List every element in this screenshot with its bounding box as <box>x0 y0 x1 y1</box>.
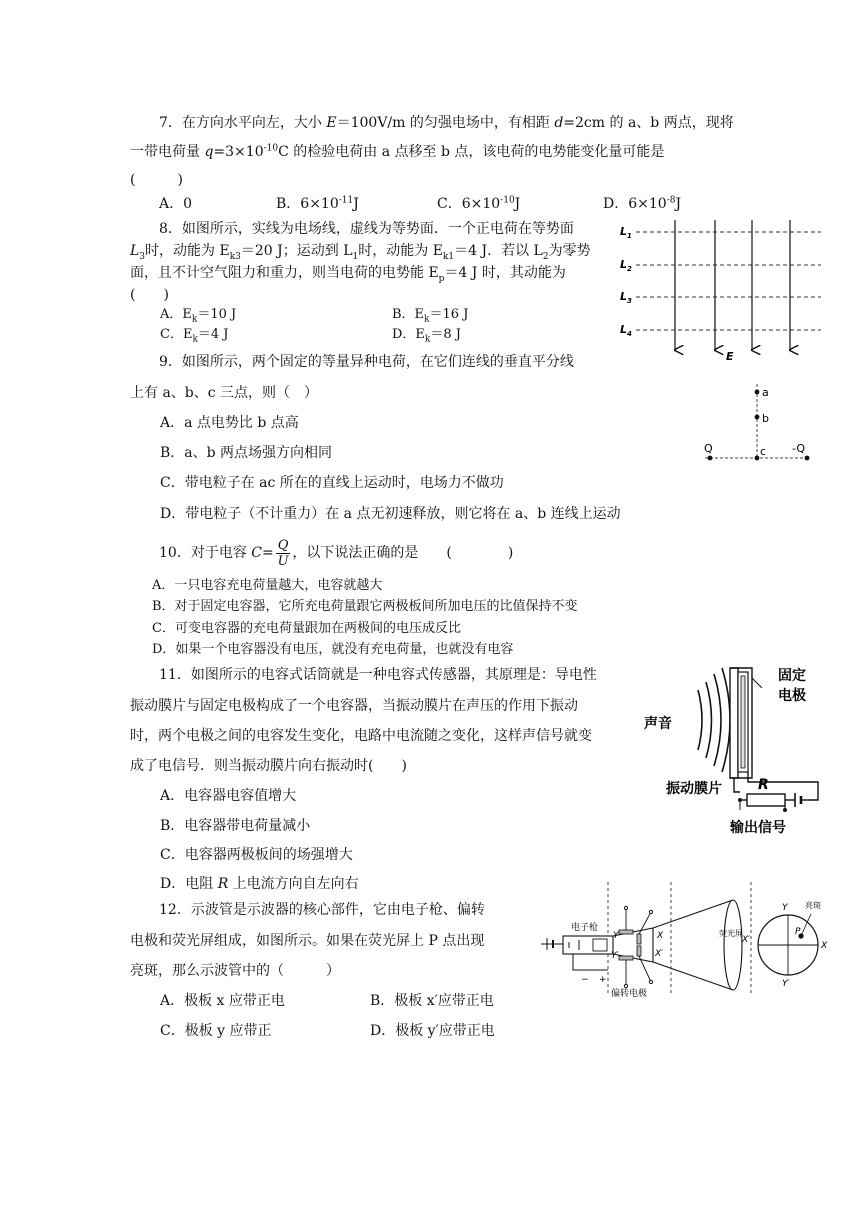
svg-text:Y′: Y′ <box>782 979 790 989</box>
q9-option-c: C．带电粒子在 ac 所在的直线上运动时，电场力不做功 <box>160 475 504 491</box>
svg-text:荧光屏: 荧光屏 <box>719 929 743 938</box>
q8-option-b: B．$E_k=16$ J <box>392 307 469 325</box>
svg-text:亮斑: 亮斑 <box>805 901 821 910</box>
q12-option-c: C．极板 y 应带正 <box>160 1023 272 1039</box>
q9-line1: 9．如图所示，两个固定的等量异种电荷，在它们连线的垂直平分线 <box>159 354 574 370</box>
svg-text:偏转电极: 偏转电极 <box>611 989 648 999</box>
q8-line1: 8．如图所示，实线为电场线，虚线为等势面．一个正电荷在等势面 <box>159 221 574 237</box>
svg-text:Y′: Y′ <box>611 951 619 961</box>
q7-option-b: B．$6\times 10^{-11}J$ <box>276 195 359 212</box>
q11-option-d: D．电阻 R 上电流方向自左向右 <box>160 876 359 892</box>
q9-option-b: B．a、b 两点场强方向相同 <box>160 445 333 461</box>
q7-option-a: A．0 <box>159 196 193 212</box>
q12-line2: 电极和荧光屏组成，如图所示。如果在荧光屏上 P 点出现 <box>130 933 485 949</box>
q11-option-c: C．电容器两极板间的场强增大 <box>160 847 353 863</box>
label-e: E <box>726 350 734 363</box>
q11-option-b: B．电容器带电荷量减小 <box>160 818 311 834</box>
label-fixed-2: 电极 <box>778 688 806 704</box>
label-fixed-1: 固定 <box>778 668 806 684</box>
label-l1: $L_1$ <box>620 225 632 240</box>
fluorescent-screen <box>724 900 742 990</box>
label-l4: $L_4$ <box>620 323 632 338</box>
label-sound: 声音 <box>644 716 672 732</box>
svg-text:X′: X′ <box>655 949 664 959</box>
q7-line1: 7．在方向水平向左，大小 E＝100V/m 的匀强电场中，有相距 d=2cm 的 a、b 两点，现将 <box>159 115 734 131</box>
svg-text:c: c <box>760 445 767 458</box>
q12-figure <box>533 878 833 1000</box>
plate-x <box>637 934 641 944</box>
q8-line3: 面，且不计空气阻力和重力，则当电荷的电势能 $E_p=4$ J 时，其动能为 <box>130 265 566 284</box>
q7-line2: 一带电荷量 $q=3\times 10^{-10}C$ 的检验电荷由 a 点移至 b 点，该电荷的电势能变化量可能是 <box>130 143 665 160</box>
q12-line1: 12．示波管是示波器的核心部件，它由电子枪、偏转 <box>159 902 485 918</box>
q11-line4: 成了电信号．则当振动膜片向右振动时( ) <box>130 758 407 774</box>
q10-option-b: B．对于固定电容器，它所充电荷量跟它两极板间所加电压的比值保持不变 <box>152 599 578 614</box>
point-c <box>755 456 760 461</box>
q12-option-d: D．极板 y′应带正电 <box>370 1023 495 1039</box>
q9-option-d: D．带电粒子（不计重力）在 a 点无初速释放，则它将在 a、b 连线上运动 <box>160 506 621 522</box>
svg-text:P: P <box>795 927 801 937</box>
label-output: 输出信号 <box>730 820 786 836</box>
plate-yprime <box>619 956 633 960</box>
q8-option-c: C．$E_k=4$ J <box>160 327 229 345</box>
q11-line1: 11．如图所示的电容式话筒就是一种电容式传感器，其原理是：导电性 <box>159 667 597 683</box>
q10-option-a: A．一只电容充电荷量越大，电容就越大 <box>152 578 383 593</box>
q9-figure <box>700 380 815 470</box>
q11-figure <box>640 660 825 840</box>
svg-text:a: a <box>762 386 769 399</box>
svg-text:电子枪: 电子枪 <box>571 923 599 933</box>
svg-text:Y: Y <box>613 931 619 941</box>
charge-negative <box>805 456 810 461</box>
q8-option-a: A．$E_k=10$ J <box>160 307 237 325</box>
svg-text:b: b <box>762 412 769 425</box>
charge-positive <box>708 456 713 461</box>
q7-option-d: D．$6\times 10^{-8}J$ <box>603 195 682 212</box>
q9-line2: 上有 a、b、c 三点，则（ ） <box>130 385 319 401</box>
svg-text:X: X <box>821 941 828 951</box>
label-membrane: 振动膜片 <box>666 781 722 797</box>
q12-option-b: B．极板 x′应带正电 <box>370 993 494 1009</box>
plate-y <box>619 930 633 934</box>
q8-paren: ( ) <box>130 287 169 303</box>
label-l3: $L_3$ <box>620 290 632 305</box>
q10-stem: 10．对于电容 C= $\frac{Q}{U}$ ，以下说法正确的是 ( ) <box>159 537 514 569</box>
q12-option-a: A．极板 x 应带正电 <box>160 993 285 1009</box>
q12-line3: 亮斑，那么示波管中的（ ） <box>130 963 340 979</box>
svg-text:-Q: -Q <box>792 442 806 455</box>
svg-text:−: − <box>581 975 589 985</box>
capacitance-fraction: $\frac{Q}{U}$ <box>277 537 289 569</box>
svg-text:Y: Y <box>782 903 788 913</box>
q10-option-c: C．可变电容器的充电荷量跟加在两极间的电压成反比 <box>152 621 461 636</box>
q7-paren: ( ) <box>130 172 183 188</box>
plate-xprime <box>637 946 641 956</box>
point-a <box>755 390 760 395</box>
q8-figure <box>616 216 826 366</box>
q11-option-a: A．电容器电容值增大 <box>160 788 297 804</box>
q11-line2: 振动膜片与固定电极构成了一个电容器，当振动膜片在声压的作用下振动 <box>130 698 578 714</box>
svg-text:X′: X′ <box>742 935 751 945</box>
q10-option-d: D．如果一个电容器没有电压，就没有充电荷量，也就没有电容 <box>152 642 514 657</box>
resistor-icon <box>747 794 785 806</box>
q8-line2: $L_3$时，动能为 $E_{k3}=20$ J；运动到 $L_1$时，动能为 $E_{k1}=4$ J．若以 $L_2$为零势 <box>130 243 591 262</box>
svg-text:X: X <box>657 931 664 941</box>
label-r: R <box>758 777 769 793</box>
label-l2: $L_2$ <box>620 258 632 273</box>
q8-option-d: D．$E_k=8$ J <box>392 327 462 345</box>
q7-option-c: C．$6\times 10^{-10}J$ <box>437 195 521 212</box>
q11-line3: 时，两个电极之间的电容发生变化，电路中电流随之变化，这样声信号就变 <box>130 728 592 744</box>
svg-text:Q: Q <box>704 442 713 455</box>
q9-option-a: A．a 点电势比 b 点高 <box>160 415 299 431</box>
svg-text:+: + <box>599 975 607 985</box>
point-b <box>755 415 760 420</box>
